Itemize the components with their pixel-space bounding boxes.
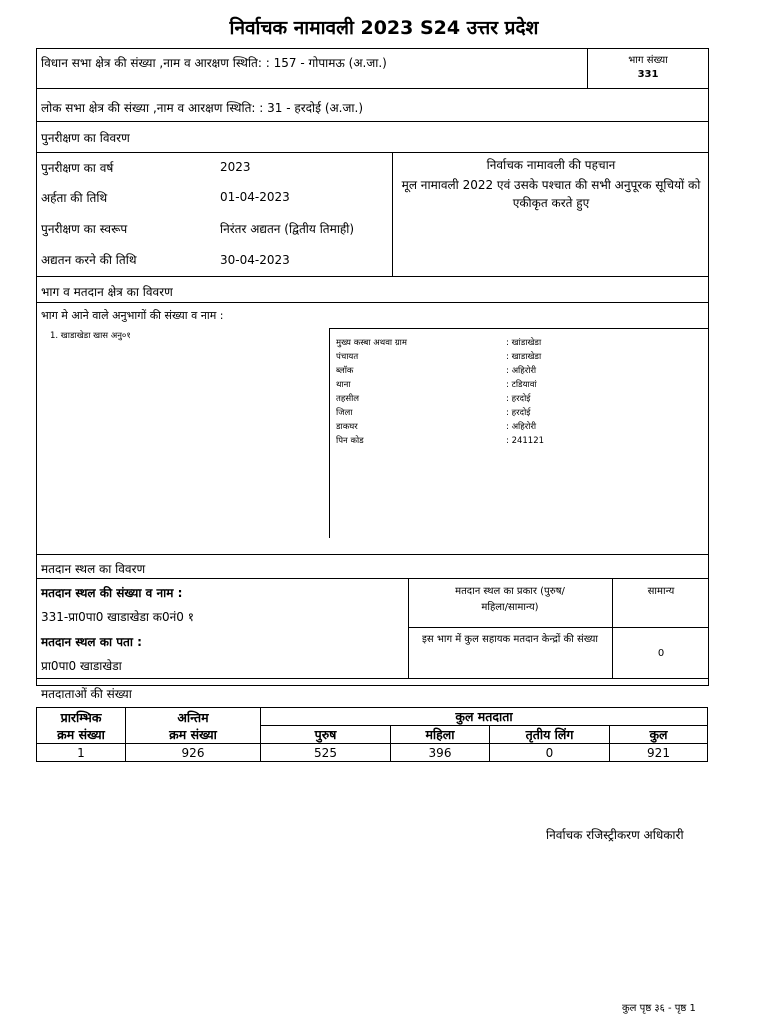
polling-station-address-value: प्रा0पा0 खाडाखेडा	[41, 659, 122, 673]
third-gender-count: 0	[490, 744, 610, 762]
divider	[36, 152, 709, 153]
assembly-constituency: विधान सभा क्षेत्र की संख्या ,नाम व आरक्षण स्थिति: : 157 - गोपामऊ (अ.जा.)	[41, 56, 387, 70]
divider	[36, 302, 709, 303]
polling-station-name-value: 331-प्रा0पा0 खाडाखेडा क0नं0 १	[41, 610, 194, 624]
village-label: मुख्य कस्बा अथवा ग्राम	[336, 338, 407, 348]
post-office-label: डाकघर	[336, 422, 358, 432]
revision-year-label: पुनरीक्षण का वर्ष	[41, 161, 114, 175]
end-serial-header-line1: अन्तिम	[177, 709, 209, 725]
divider	[408, 578, 409, 678]
divider	[329, 328, 330, 538]
update-date-label: अद्यतन करने की तिथि	[41, 253, 137, 267]
start-serial-value: 1	[37, 744, 126, 762]
area-details	[336, 336, 544, 448]
divider	[329, 328, 709, 329]
third-gender-header: तृतीय लिंग	[490, 726, 610, 744]
start-serial-header-line1: प्रारम्भिक	[60, 709, 102, 725]
panchayat-label: पंचायत	[336, 352, 359, 362]
registration-officer: निर्वाचक रजिस्ट्रीकरण अधिकारी	[546, 828, 684, 842]
voters-heading: मतदाताओं की संख्या	[41, 687, 132, 701]
polling-station-name-label: मतदान स्थल की संख्या व नाम :	[41, 586, 183, 600]
voter-count-table	[36, 707, 708, 762]
revision-type-value: निरंतर अद्यतन (द्वितीय तिमाही)	[220, 222, 355, 236]
qualifying-date-label: अर्हता की तिथि	[41, 191, 108, 205]
divider	[36, 121, 709, 122]
police-station-value: : टडियावां	[506, 380, 537, 390]
start-serial-header-line2: क्रम संख्या	[57, 726, 105, 742]
sum-header: कुल	[610, 726, 708, 744]
divider	[36, 678, 709, 679]
tehsil-label: तहसील	[336, 394, 360, 404]
female-header: महिला	[391, 726, 490, 744]
tehsil-value: : हरदोई	[506, 394, 531, 404]
auxiliary-stations-label: इस भाग में कुल सहायक मतदान केन्द्रों की संख्या	[422, 634, 598, 645]
revision-type-label: पुनरीक्षण का स्वरूप	[41, 222, 128, 236]
part-number-label: भाग संख्या	[628, 55, 668, 66]
section-item: 1. खाडाखेडा खास अनु०१	[50, 331, 131, 341]
panchayat-value: : खाडाखेडा	[506, 352, 542, 362]
part-area-heading: भाग व मतदान क्षेत्र का विवरण	[41, 285, 173, 299]
pin-code-value: : 241121	[506, 436, 545, 446]
roll-identity-text: मूल नामावली 2022 एवं उसके पश्चात की सभी अनुपूरक सूचियों को एकीकृत करते हुए	[401, 178, 701, 210]
male-header: पुरुष	[261, 726, 391, 744]
divider	[36, 554, 709, 555]
end-serial-header-line2: क्रम संख्या	[169, 726, 217, 742]
page-title: निर्वाचक नामावली 2023 S24 उत्तर प्रदेश	[229, 17, 539, 39]
revision-heading: पुनरीक्षण का विवरण	[41, 131, 130, 145]
district-label: जिला	[336, 408, 353, 418]
end-serial-header	[126, 708, 261, 744]
end-serial-value: 926	[126, 744, 261, 762]
auxiliary-stations-value: 0	[657, 648, 665, 659]
page-number: कुल पृष्ठ ३६ - पृष्ठ 1	[622, 1003, 696, 1014]
total-voters-header: कुल मतदाता	[261, 708, 708, 726]
total-count: 921	[610, 744, 708, 762]
post-office-value: : अहिरोरी	[506, 422, 537, 432]
block-value: : अहिरोरी	[506, 366, 537, 376]
divider	[36, 88, 709, 89]
polling-station-heading: मतदान स्थल का विवरण	[41, 562, 146, 576]
start-serial-header	[37, 708, 126, 744]
divider	[408, 627, 709, 628]
police-station-label: थाना	[336, 380, 351, 390]
polling-station-type-label: मतदान स्थल का प्रकार (पुरुष/महिला/सामान्य)	[455, 586, 565, 613]
female-count: 396	[391, 744, 490, 762]
qualifying-date-value: 01-04-2023	[220, 190, 290, 204]
block-label: ब्लॉक	[336, 366, 354, 376]
village-value: : खांडाखेडा	[506, 338, 542, 348]
district-value: : हरदोई	[506, 408, 531, 418]
sections-label: भाग मे आने वाले अनुभागों की संख्या व नाम :	[41, 309, 224, 322]
pin-code-label: पिन कोड	[336, 436, 364, 446]
update-date-value: 30-04-2023	[220, 253, 290, 267]
revision-year-value: 2023	[220, 160, 251, 174]
divider	[36, 276, 709, 277]
parliament-constituency: लोक सभा क्षेत्र की संख्या ,नाम व आरक्षण स्थिति: : 31 - हरदोई (अ.जा.)	[41, 101, 364, 115]
divider	[36, 578, 709, 579]
part-number-value: 331	[637, 69, 659, 80]
male-count: 525	[261, 744, 391, 762]
roll-identity-heading: निर्वाचक नामावली की पहचान	[486, 158, 616, 172]
polling-station-address-label: मतदान स्थल का पता :	[41, 635, 142, 649]
polling-station-type-value: सामान्य	[647, 586, 675, 597]
